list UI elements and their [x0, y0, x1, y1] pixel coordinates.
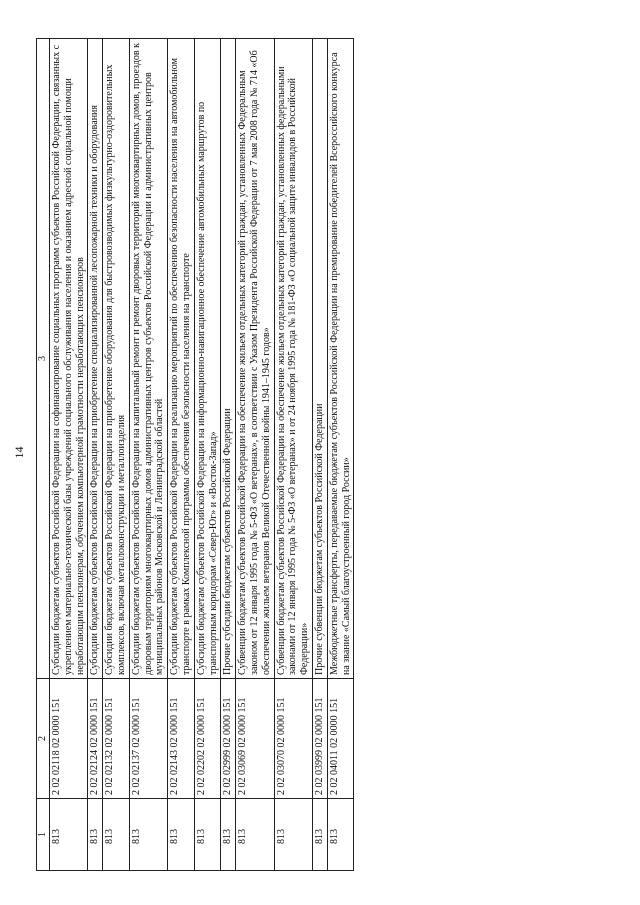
budget-code-cell: 2 02 02137 02 0000 151: [129, 679, 167, 799]
table-row: [327, 39, 354, 871]
budget-code-cell: 2 02 03999 02 0000 151: [312, 679, 327, 799]
income-name-cell: Субвенции бюджетам субъектов Российской Федерации на обеспечение жильем отдельных категорий граждан, установленных Федеральным законом от 12 января 1995 года № 5-ФЗ «О ветеранах», в соответствии с Указом Президента Российской Федерации от 7 мая 2008 года № 714 «Об обеспечении жильем ветеранов Великой Отечественной войны 1941–1945 годов»: [236, 39, 274, 679]
column-header-3: 3: [37, 39, 50, 679]
admin-code-cell: 813: [312, 799, 327, 871]
admin-code-cell: 813: [168, 799, 195, 871]
budget-code-cell: 2 02 02143 02 0000 151: [168, 679, 195, 799]
income-name-cell: Субсидии бюджетам субъектов Российской Федерации на приобретение специализированной лесопожарной техники и оборудования: [88, 39, 103, 679]
budget-code-cell: 2 02 02132 02 0000 151: [103, 679, 130, 799]
budget-code-cell: 2 02 04011 02 0000 151: [327, 679, 354, 799]
admin-code-cell: 813: [194, 799, 221, 871]
table-row: [274, 39, 312, 871]
budget-code-cell: 2 02 02118 02 0000 151: [50, 679, 88, 799]
admin-code-cell: 813: [274, 799, 312, 871]
table-row: [103, 39, 130, 871]
table-row: [236, 39, 274, 871]
table-row: [221, 39, 236, 871]
budget-code-cell: 2 02 03070 02 0000 151: [274, 679, 312, 799]
income-name-cell: Прочие субвенции бюджетам субъектов Российской Федерации: [312, 39, 327, 679]
table-row: [194, 39, 221, 871]
admin-code-cell: 813: [129, 799, 167, 871]
budget-code-cell: 2 02 03069 02 0000 151: [236, 679, 274, 799]
admin-code-cell: 813: [88, 799, 103, 871]
income-name-cell: Субвенции бюджетам субъектов Российской Федерации на обеспечение жильем отдельных категорий граждан, установленных федеральными законами от 12 января 1995 года № 5-ФЗ «О ветеранах» и от 24 ноября 1995 года № 181-ФЗ «О социальной защите инвалидов в Российской Федерации»: [274, 39, 312, 679]
header-row: [37, 39, 50, 871]
table-row: [129, 39, 167, 871]
column-header-2: 2: [37, 679, 50, 799]
income-name-cell: Субсидии бюджетам субъектов Российской Федерации на капитальный ремонт и ремонт дворовых территорий многоквартирных домов, проездов к дворовым территориям многоквартирных домов административных центров субъектов Российской Федерации и административных центров муниципальных районов Московской и Ленинградской областей: [129, 39, 167, 679]
table-row: [50, 39, 88, 871]
income-name-cell: Субсидии бюджетам субъектов Российской Федерации на информационно-навигационное обеспечение автомобильных маршрутов по транспортным коридорам «Север-Юг» и «Восток-Запад»: [194, 39, 221, 679]
budget-code-cell: 2 02 02202 02 0000 151: [194, 679, 221, 799]
income-name-cell: Субсидии бюджетам субъектов Российской Федерации на приобретение оборудования для быстровозводимых физкультурно-оздоровительных комплексов, включая металлоконструкции и металлоизделия: [103, 39, 130, 679]
admin-code-cell: 813: [221, 799, 236, 871]
admin-code-cell: 813: [103, 799, 130, 871]
table-row: [168, 39, 195, 871]
admin-code-cell: 813: [236, 799, 274, 871]
table-row: [312, 39, 327, 871]
income-codes-table: [36, 38, 354, 871]
page-number: 14: [12, 446, 26, 459]
income-name-cell: Межбюджетные трансферты, передаваемые бюджетам субъектов Российской Федерации на премирование победителей Всероссийского конкурса на звание «Самый благоустроенный город России»: [327, 39, 354, 679]
income-name-cell: Субсидии бюджетам субъектов Российской Федерации на реализацию мероприятий по обеспечению безопасности населения на автомобильном транспорте в рамках Комплексной программы обеспечения безопасности населения на транспорте: [168, 39, 195, 679]
budget-code-cell: 2 02 02124 02 0000 151: [88, 679, 103, 799]
admin-code-cell: 813: [327, 799, 354, 871]
budget-code-cell: 2 02 02999 02 0000 151: [221, 679, 236, 799]
table-row: [88, 39, 103, 871]
admin-code-cell: 813: [50, 799, 88, 871]
income-name-cell: Прочие субсидии бюджетам субъектов Российской Федерации: [221, 39, 236, 679]
income-name-cell: Субсидии бюджетам субъектов Российской Федерации на софинансирование социальных программ субъектов Российской Федерации, связанных с укреплением материально-технической базы учреждений социального обслуживания населения и оказанием адресной социальной помощи неработающим пенсионерам, обучением компьютерной грамотности неработающих пенсионеров: [50, 39, 88, 679]
column-header-1: 1: [37, 799, 50, 871]
